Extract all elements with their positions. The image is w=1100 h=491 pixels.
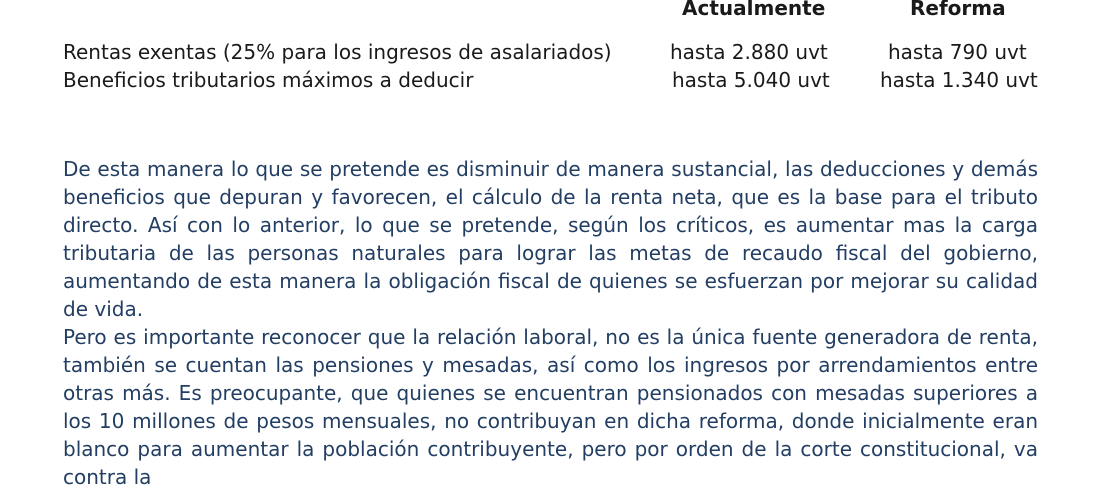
cell-beneficios-reforma: hasta 1.340 uvt bbox=[880, 68, 1038, 92]
header-reforma: Reforma bbox=[910, 0, 1006, 20]
paragraph-pensiones: Pero es importante reconocer que la relación laboral, no es la única fuente generadora de renta, también se cuentan las pensiones y mesadas, así como los ingresos por arrendamientos entre otras más. Es preocupante, que quienes se encuentran pensionados con mesadas superiores a los 10 millones de pesos mensuales, no contribuyan en dicha reforma, donde inicialmente eran blanco para aumentar la población contribuyente, pero por orden de la corte constitucional, va contra la bbox=[63, 325, 1038, 489]
cell-beneficios-actual: hasta 5.040 uvt bbox=[672, 68, 830, 92]
cell-rentas-reforma: hasta 790 uvt bbox=[888, 40, 1027, 64]
header-actualmente: Actualmente bbox=[682, 0, 826, 20]
paragraph-deducciones: De esta manera lo que se pretende es disminuir de manera sustancial, las deducciones y demás beneficios que depuran y favorecen, el cálculo de la renta neta, que es la base para el tributo directo. Así con lo anterior, lo que se pretende, según los críticos, es aumentar mas la carga tributaria de las personas naturales para lograr las metas de recaudo fiscal del gobierno, aumentando de esta manera la obligación fiscal de quienes se esfuerzan por mejorar su calidad de vida. bbox=[63, 157, 1038, 321]
cell-rentas-actual: hasta 2.880 uvt bbox=[670, 40, 828, 64]
row-label-beneficios: Beneficios tributarios máximos a deducir bbox=[63, 68, 474, 92]
row-label-rentas-exentas: Rentas exentas (25% para los ingresos de asalariados) bbox=[63, 40, 612, 64]
